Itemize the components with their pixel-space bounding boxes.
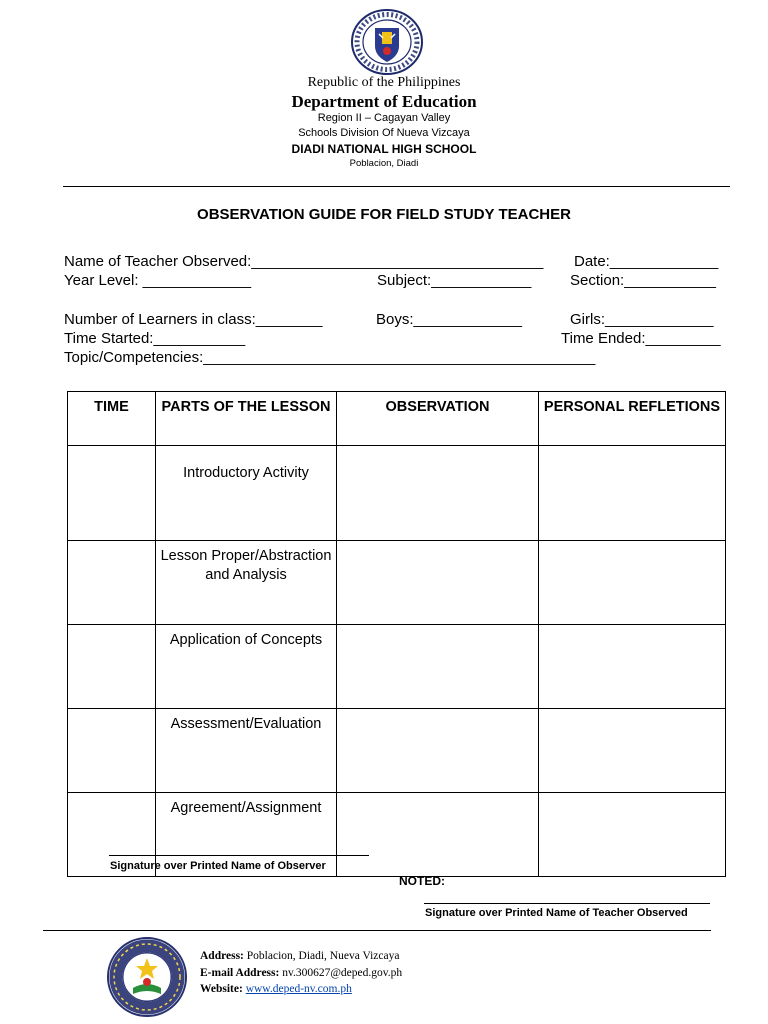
teacher-signature-line[interactable] — [424, 903, 710, 904]
department-name: Department of Education — [291, 92, 477, 111]
deped-seal-logo — [349, 8, 425, 76]
observation-column-header: OBSERVATION — [337, 392, 539, 446]
lesson-part-cell: Application of Concepts — [156, 625, 337, 709]
footer-divider — [43, 930, 711, 931]
observation-cell[interactable] — [337, 625, 539, 709]
year-level-field[interactable]: Year Level: _____________ — [64, 272, 252, 289]
noted-label: NOTED: — [399, 874, 445, 888]
reflection-cell[interactable] — [539, 709, 726, 793]
email-line: E-mail Address: nv.300627@deped.gov.ph — [200, 967, 403, 979]
observation-cell[interactable] — [337, 541, 539, 625]
republic-line: Republic of the Philippines — [307, 75, 461, 90]
header-divider — [63, 186, 730, 187]
time-cell[interactable] — [68, 541, 156, 625]
observation-cell[interactable] — [337, 793, 539, 877]
observation-cell[interactable] — [337, 446, 539, 541]
lesson-part-cell: Introductory Activity — [156, 446, 337, 541]
time-ended-field[interactable]: Time Ended:_________ — [561, 330, 721, 347]
region-line: Region II – Cagayan Valley — [317, 112, 451, 124]
time-started-field[interactable]: Time Started:___________ — [64, 330, 246, 347]
time-cell[interactable] — [68, 709, 156, 793]
section-field[interactable]: Section:___________ — [570, 272, 716, 289]
table-row — [68, 541, 726, 625]
reflections-column-header: PERSONAL REFLETIONS — [539, 392, 726, 446]
table-header-row — [68, 392, 726, 446]
girls-count-field[interactable]: Girls:_____________ — [570, 311, 714, 328]
learners-count-field[interactable]: Number of Learners in class:________ — [64, 311, 323, 328]
teacher-signature-label: Signature over Printed Name of Teacher Observed — [425, 907, 688, 919]
website-line: Website: www.deped-nv.com.ph — [200, 983, 352, 995]
observer-signature-line[interactable] — [109, 855, 369, 856]
school-logo — [106, 936, 188, 1018]
lesson-part-cell: Assessment/Evaluation — [156, 709, 337, 793]
observation-cell[interactable] — [337, 709, 539, 793]
table-row — [68, 446, 726, 541]
form-title: OBSERVATION GUIDE FOR FIELD STUDY TEACHER — [197, 206, 571, 223]
boys-count-field[interactable]: Boys:_____________ — [376, 311, 522, 328]
address-line: Address: Poblacion, Diadi, Nueva Vizcaya — [200, 950, 400, 962]
school-name: DIADI NATIONAL HIGH SCHOOL — [291, 142, 477, 156]
lesson-part-cell: Agreement/Assignment — [156, 793, 337, 877]
reflection-cell[interactable] — [539, 446, 726, 541]
topic-competencies-field[interactable]: Topic/Competencies:_______________________________________________ — [64, 349, 596, 366]
reflection-cell[interactable] — [539, 625, 726, 709]
table-row — [68, 709, 726, 793]
lesson-part-cell: Lesson Proper/Abstraction and Analysis — [156, 541, 337, 625]
reflection-cell[interactable] — [539, 793, 726, 877]
subject-field[interactable]: Subject:____________ — [377, 272, 532, 289]
observation-table — [67, 391, 726, 877]
reflection-cell[interactable] — [539, 541, 726, 625]
school-location: Poblacion, Diadi — [349, 158, 419, 169]
observer-signature-label: Signature over Printed Name of Observer — [110, 860, 326, 872]
website-link[interactable]: www.deped-nv.com.ph — [245, 983, 352, 995]
time-cell[interactable] — [68, 625, 156, 709]
time-cell[interactable] — [68, 446, 156, 541]
table-row — [68, 625, 726, 709]
time-column-header: TIME — [68, 392, 156, 446]
teacher-observed-field[interactable]: Name of Teacher Observed:___________________________________ — [64, 253, 544, 270]
division-line: Schools Division Of Nueva Vizcaya — [298, 127, 470, 139]
parts-column-header: PARTS OF THE LESSON — [156, 392, 337, 446]
date-field[interactable]: Date:_____________ — [574, 253, 719, 270]
